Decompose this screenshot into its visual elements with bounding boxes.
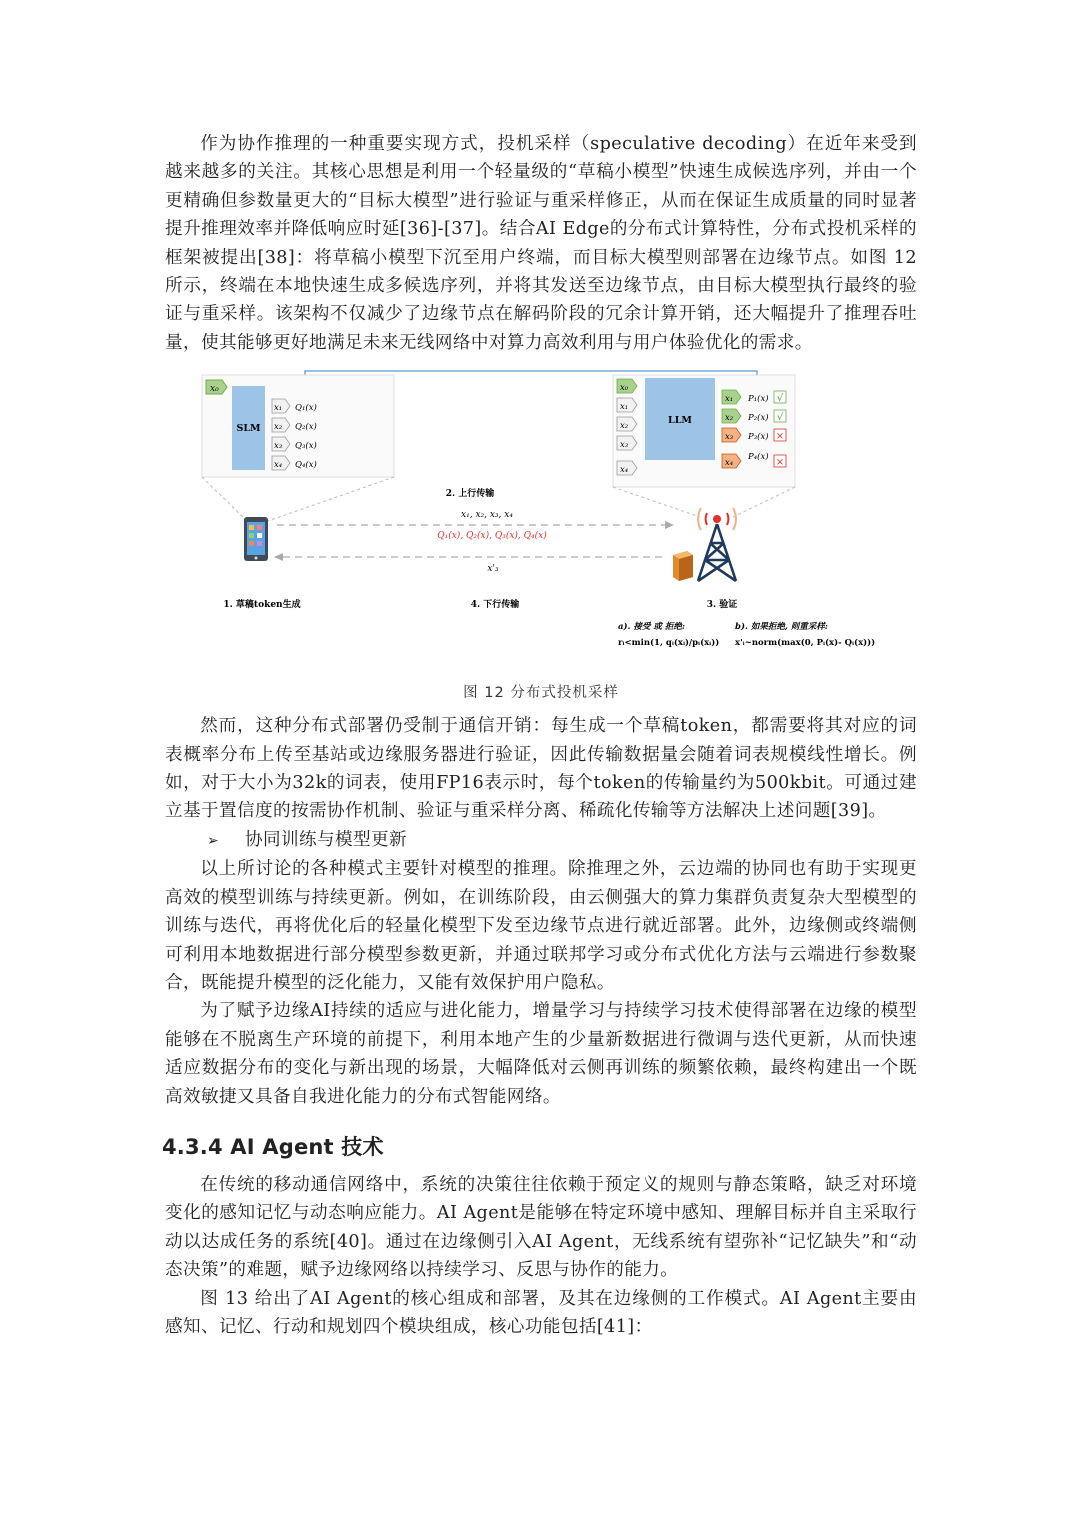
llm-token-text: x₂ — [725, 413, 734, 424]
slm-prob-text: Q₂(x) — [295, 422, 317, 433]
bullet-arrow-icon: ➢ — [207, 832, 220, 849]
uplink-tokens: x₁, x₂, x₃, x₄ — [461, 510, 513, 521]
section-heading: 4.3.4 AI Agent 技术 — [162, 1134, 384, 1159]
rule-a-formula: rᵢ<min(1, qᵢ(xᵢ)/pᵢ(xᵢ)) — [618, 638, 720, 649]
llm-left-token-text: x₄ — [620, 465, 629, 476]
slm-token-text: x₁ — [274, 403, 283, 414]
llm-left-token-text: x₀ — [620, 383, 629, 394]
paragraph-ai-agent-intro: 在传统的移动通信网络中，系统的决策往往依赖于预定义的规则与静态策略，缺乏对环境变化的感知记忆与动态响应能力。AI Agent是能够在特定环境中感知、理解目标并自主采取行动以达成任务的系统[40]。通过在边缘侧引入AI Agent，无线系统有望弥补“记忆缺失”和“动态决策”的难题，赋予边缘网络以持续学习、反思与协作的能力。 — [165, 1174, 917, 1281]
llm-token-text: x₃ — [725, 432, 734, 443]
figure-caption: 图 12 分布式投机采样 — [463, 685, 619, 702]
llm-prob-text: P₃(x) — [748, 432, 769, 443]
llm-prob-text: P₂(x) — [748, 413, 769, 424]
rule-a-title: a). 接受 或 拒绝: — [618, 622, 686, 633]
paragraph-speculative-decoding: 作为协作推理的一种重要实现方式，投机采样（speculative decoding）在近年来受到越来越多的关注。其核心思想是利用一个轻量级的“草稿小模型”快速生成候选序列，并由一个更精确但参数量更大的“目标大模型”进行验证与重采样修正，从而在保证生成质量的同时显著提升推理效率并降低响应时延[36]-[37]。结合AI Edge的分布式计算特性，分布式投机采样的框架被提出[38]：将草稿小模型下沉至用户终端，而目标大模型则部署在边缘节点。如图 12 所示，终端在本地快速生成多候选序列，并将其发送至边缘节点，由目标大模型执行最终的验证与重采样。该架构不仅减少了边缘节点在解码阶段的冗余计算开销，还大幅提升了推理吞吐量，使其能够更好地满足未来无线网络中对算力高效利用与用户体验优化的需求。 — [165, 134, 917, 353]
llm-left-token-text: x₃ — [620, 440, 629, 451]
llm-prob-text: P₁(x) — [748, 394, 769, 405]
llm-prob-text: P₄(x) — [748, 452, 769, 463]
bullet-heading — [207, 826, 917, 855]
paragraph-collaborative-training: 以上所讨论的各种模式主要针对模型的推理。除推理之外，云边端的协同也有助于实现更高效的模型训练与持续更新。例如，在训练阶段，由云侧强大的算力集群负责复杂大型模型的训练与迭代，再将优化后的轻量化模型下发至边缘节点进行就近部署。此外，边缘侧或终端侧可利用本地数据进行部分模型参数更新，并通过联邦学习或分布式优化方法与云端进行参数聚合，既能提升模型的泛化能力，又能有效保护用户隐私。 — [165, 859, 917, 993]
uplink-arrowhead — [665, 521, 674, 529]
slm-prob-text: Q₄(x) — [295, 460, 317, 471]
slm-label: SLM — [236, 423, 261, 435]
base-station-tower-icon — [698, 508, 736, 581]
paragraph-ai-agent-components: 图 13 给出了AI Agent的核心组成和部署，及其在边缘侧的工作模式。AI Agent主要由感知、记忆、行动和规划四个模块组成，核心功能包括[41]： — [165, 1288, 917, 1337]
llm-accept-mark: √ — [776, 393, 784, 405]
slm-prob-text: Q₁(x) — [295, 403, 317, 414]
bullet-heading-text: 协同训练与模型更新 — [245, 829, 407, 850]
llm-reject-mark: × — [775, 457, 785, 469]
llm-label: LLM — [668, 415, 692, 427]
uplink-label: 2. 上行传输 — [445, 489, 495, 500]
rule-b-title: b). 如果拒绝, 则重采样: — [735, 622, 828, 633]
step-4-label: 4. 下行传输 — [470, 600, 520, 611]
slm-callout-line — [202, 477, 248, 522]
downlink-arrowhead — [274, 553, 283, 561]
llm-token-text: x₄ — [725, 458, 734, 469]
figure-diagram — [165, 367, 917, 667]
downlink-token: x'₃ — [487, 564, 499, 575]
slm-token-text: x₄ — [274, 460, 283, 471]
slm-token-text: x₂ — [274, 422, 283, 433]
llm-accept-mark: √ — [776, 412, 784, 424]
llm-left-token-text: x₂ — [620, 421, 629, 432]
paper-page — [162, 130, 917, 1341]
llm-left-token-text: x₁ — [620, 402, 629, 413]
llm-reject-mark: × — [775, 431, 785, 443]
edge-server-icon — [673, 551, 693, 581]
paragraph-communication-overhead: 然而，这种分布式部署仍受制于通信开销：每生成一个草稿token，都需要将其对应的词表概率分布上传至基站或边缘服务器进行验证，因此传输数据量会随着词表规模线性增长。例如，对于大小为32k的词表，使用FP16表示时，每个token的传输量约为500kbit。可通过建立基于置信度的按需协作机制、验证与重采样分离、稀疏化传输等方法解决上述问题[39]。 — [165, 716, 917, 822]
llm-token-text: x₁ — [725, 394, 734, 405]
paragraph-continual-learning: 为了赋予边缘AI持续的适应与进化能力，增量学习与持续学习技术使得部署在边缘的模型能够在不脱离生产环境的前提下，利用本地产生的少量新数据进行微调与迭代更新，从而快速适应数据分布的变化与新出现的场景，大幅降低对云侧再训练的频繁依赖，最终构建出一个既高效敏捷又具备自我进化能力的分布式智能网络。 — [165, 1001, 917, 1107]
rule-b-formula: x'ᵢ~norm(max(0, Pᵢ(x)- Qᵢ(x))) — [735, 638, 876, 649]
llm-callout-line — [733, 487, 795, 517]
llm-callout-line — [613, 487, 700, 517]
slm-callout-line — [265, 477, 394, 522]
slm-prob-text: Q₃(x) — [295, 441, 317, 452]
phone-icon — [244, 517, 268, 561]
uplink-probs: Q₁(x), Q₂(x), Q₃(x), Q₄(x) — [437, 531, 547, 542]
figure-12-distributed-speculative-sampling — [165, 367, 917, 667]
step-1-label: 1. 草稿token生成 — [223, 600, 301, 611]
step-3-label: 3. 验证 — [706, 600, 738, 611]
slm-token-text: x₃ — [274, 441, 283, 452]
slm-x0-text: x₀ — [210, 384, 219, 395]
